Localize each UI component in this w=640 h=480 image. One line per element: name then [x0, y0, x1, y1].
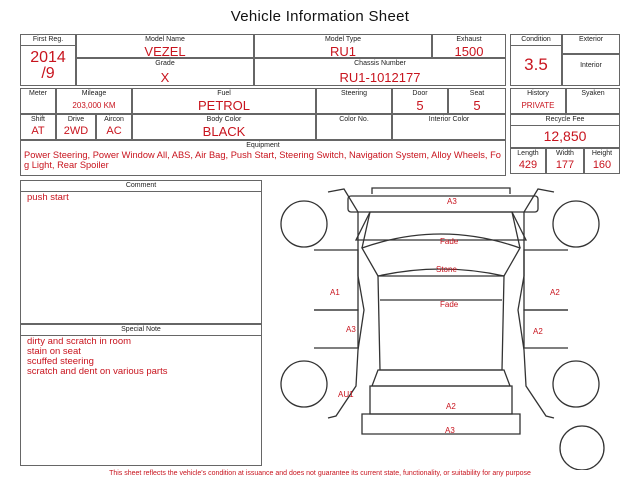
shift-label: Shift [30, 116, 45, 123]
body-color-cell [132, 114, 316, 140]
mileage-value: 203,000 KM [72, 101, 116, 110]
seat-value: 5 [473, 98, 481, 113]
fuel-cell [132, 88, 316, 114]
rear-window [372, 370, 510, 386]
comment-label: Comment [21, 181, 261, 192]
chassis-value: RU1-1012177 [339, 70, 421, 85]
mileage-cell [56, 88, 132, 114]
footer-disclaimer: This sheet reflects the vehicle's condition at issuance and does not guarantee its current state, functionality, or suitability for any purpose [109, 470, 531, 477]
damage-left-front: A1 [330, 288, 340, 297]
interior-color-label: Interior Color [428, 116, 470, 123]
shift-cell [20, 114, 56, 140]
model-name-value: VEZEL [144, 44, 186, 59]
height-value: 160 [592, 159, 612, 171]
equipment-text: Power Steering, Power Window All, ABS, Air Bag, Push Start, Steering Switch, Navigation System, Alloy Wheels, Fog Light, Rear Spoiler [24, 150, 501, 170]
drive-cell [56, 114, 96, 140]
condition-cell [510, 34, 562, 86]
body-color-label: Body Color [206, 116, 242, 123]
special-note-box [20, 324, 262, 466]
condition-value: 3.5 [524, 55, 548, 74]
spare-wheel [560, 426, 604, 470]
aircon-label: Aircon [104, 116, 124, 123]
model-name-cell [76, 34, 254, 58]
front-right-wheel [553, 201, 599, 247]
front-bumper [372, 188, 510, 194]
first-reg-year: 2014 [30, 49, 66, 66]
damage-rear-bumper: A3 [445, 426, 455, 435]
door-value: 5 [416, 98, 424, 113]
comment-line: push start [27, 192, 69, 203]
front-grille [348, 196, 538, 212]
rear-hatch [370, 386, 512, 414]
rear-bumper [362, 414, 520, 434]
history-cell [510, 88, 566, 114]
damage-roof-fade: Fade [440, 300, 459, 309]
special-note-line: scratch and dent on various parts [27, 366, 168, 377]
interior-cell [562, 54, 620, 86]
damage-front: A3 [447, 197, 457, 206]
right-rear-door [524, 310, 568, 348]
width-label: Width [556, 150, 574, 157]
equipment-cell [20, 140, 506, 176]
model-type-value: RU1 [329, 44, 356, 59]
rear-left-wheel [281, 361, 327, 407]
color-no-cell [316, 114, 392, 140]
hood [356, 212, 526, 240]
steering-cell [316, 88, 392, 114]
damage-rear-panel: A2 [446, 402, 456, 411]
exterior-cell [562, 34, 620, 54]
syaken-cell [566, 88, 620, 114]
seat-cell [448, 88, 506, 114]
exhaust-cell [432, 34, 506, 58]
right-front-door [524, 250, 568, 310]
model-name-label: Model Name [145, 36, 185, 43]
sheet-title: Vehicle Information Sheet [230, 8, 410, 25]
left-front-door [314, 250, 358, 310]
body-color-value: BLACK [202, 124, 246, 139]
damage-right-front: A2 [550, 288, 560, 297]
seat-label: Seat [469, 90, 485, 97]
special-note-label: Special Note [21, 325, 261, 336]
door-cell [392, 88, 448, 114]
damage-windshield-stone: Stone [436, 265, 457, 274]
roof [378, 276, 504, 370]
syaken-label: Syaken [581, 90, 605, 97]
model-type-cell [254, 34, 432, 58]
damage-left-rear: AU1 [338, 390, 354, 399]
steering-label: Steering [340, 90, 368, 97]
equipment-label: Equipment [246, 142, 280, 149]
history-label: History [527, 90, 549, 97]
chassis-cell [254, 58, 506, 86]
condition-label: Condition [511, 35, 561, 46]
chassis-label: Chassis Number [354, 60, 406, 67]
shift-value: AT [31, 125, 45, 137]
fuel-label: Fuel [217, 90, 231, 97]
rear-right-wheel [553, 361, 599, 407]
height-label: Height [591, 150, 613, 157]
recycle-cell [510, 114, 620, 148]
length-label: Length [517, 150, 539, 157]
damage-hood-fade: Fade [440, 237, 459, 246]
front-left-wheel [281, 201, 327, 247]
width-value: 177 [555, 159, 575, 171]
damage-left-door: A3 [346, 325, 356, 334]
model-type-label: Model Type [324, 36, 362, 43]
aircon-cell [96, 114, 132, 140]
first-reg-month: /9 [41, 65, 55, 82]
grade-value: X [160, 70, 170, 85]
special-note-line: dirty and scratch in room [27, 336, 132, 347]
length-value: 429 [518, 159, 538, 171]
drive-value: 2WD [63, 125, 89, 137]
first-reg-label: First Reg. [21, 35, 75, 46]
width-cell [546, 148, 584, 174]
grade-label: Grade [155, 60, 175, 67]
special-note-line: scuffed steering [27, 356, 94, 367]
mileage-label: Mileage [81, 90, 107, 97]
damage-right-door: A2 [533, 327, 543, 336]
exhaust-label: Exhaust [456, 36, 482, 43]
special-note-line: stain on seat [27, 346, 81, 357]
recycle-label: Recycle Fee [511, 115, 619, 126]
history-value: PRIVATE [521, 101, 555, 110]
height-cell [584, 148, 620, 174]
recycle-value: 12,850 [543, 128, 587, 144]
door-label: Door [412, 90, 428, 97]
exterior-label: Exterior [578, 36, 604, 43]
fuel-value: PETROL [197, 98, 250, 113]
grade-cell [76, 58, 254, 86]
aircon-value: AC [106, 125, 122, 137]
drive-label: Drive [67, 116, 85, 123]
color-no-label: Color No. [339, 116, 369, 123]
length-cell [510, 148, 546, 174]
first-reg-cell [20, 34, 76, 86]
exhaust-value: 1500 [454, 44, 484, 59]
meter-label: Meter [29, 90, 47, 97]
interior-label: Interior [580, 62, 602, 69]
interior-color-cell [392, 114, 506, 140]
comment-box [20, 180, 262, 324]
meter-cell [20, 88, 56, 114]
